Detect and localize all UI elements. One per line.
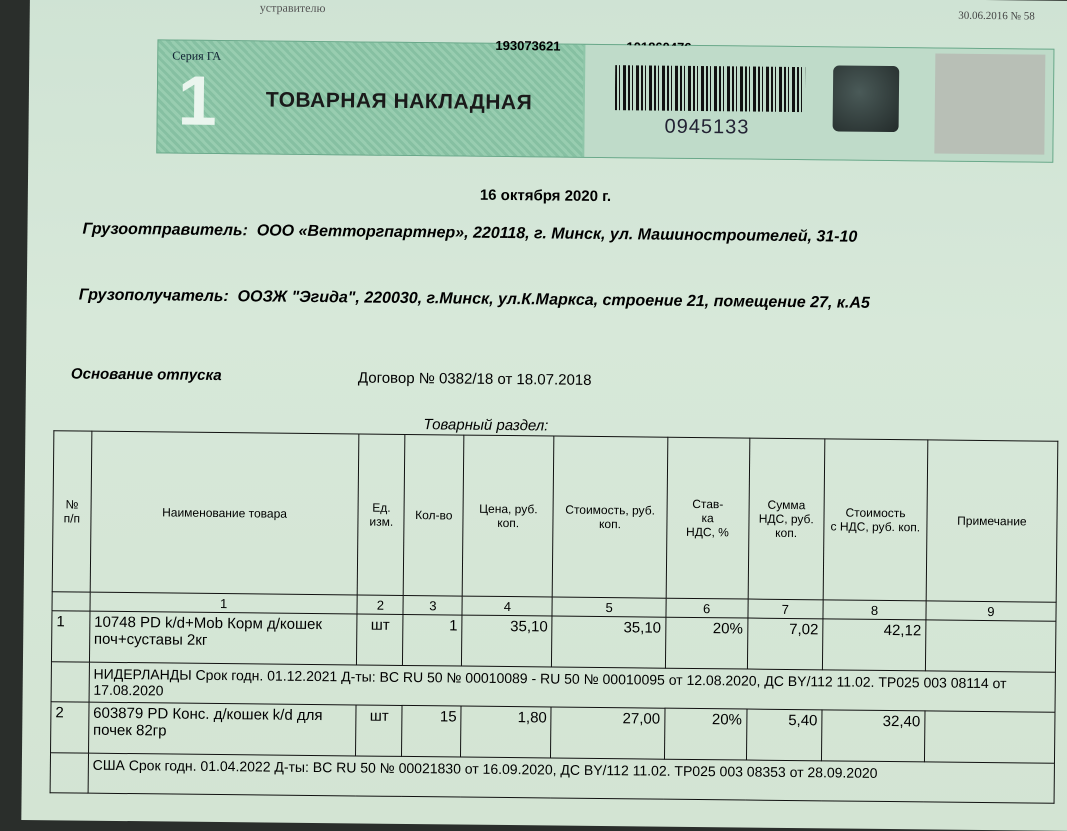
approval-date: 30.06.2016 № 58 xyxy=(958,9,1035,23)
column-number-cell: 8 xyxy=(823,600,926,620)
column-number-cell: 4 xyxy=(462,596,552,616)
vat-sum: 7,02 xyxy=(747,618,823,670)
unp-number-1: 193073621 xyxy=(495,37,561,54)
vat-rate: 20% xyxy=(664,708,746,760)
product-note: НИДЕРЛАНДЫ Срок годн. 01.12.2021 Д-ты: BC RU 50 № 00010089 - RU 50 № 00010095 от 12.08.2020, ДС BY/112 11.02. ТР025 003 08114 от 17.08.2020 xyxy=(89,662,1056,712)
header-cell: Наименование товара xyxy=(90,431,359,595)
header-cell: Стоимость, руб. коп. xyxy=(553,436,668,598)
column-number-cell: 5 xyxy=(552,597,665,617)
quantity: 15 xyxy=(402,705,461,757)
column-number-cell: 6 xyxy=(666,598,748,618)
note-spacer xyxy=(50,753,88,793)
row-number: 2 xyxy=(51,702,89,753)
header-right-panel xyxy=(584,45,1053,162)
quantity: 1 xyxy=(403,614,462,666)
basis-value: Договор № 0382/18 от 18.07.2018 xyxy=(357,369,592,389)
consignee-value: ООЗЖ "Эгида", 220030, г.Минск, ул.К.Маркса, строение 21, помещение 27, к.А5 xyxy=(237,288,870,312)
hologram-icon xyxy=(833,65,900,132)
series-label: Серия ГА xyxy=(172,48,222,64)
column-number-cell xyxy=(52,592,90,611)
header-cell: Став- ка НДС, % xyxy=(666,437,750,599)
cost: 35,10 xyxy=(552,616,666,668)
goods-section-label: Товарный раздел: xyxy=(423,416,549,435)
header-cell: Кол-во xyxy=(404,434,464,596)
header-cell: Стоимость с НДС, руб. коп. xyxy=(823,439,927,601)
vat-sum: 5,40 xyxy=(746,709,822,761)
header-cell: Цена, руб. коп. xyxy=(462,435,554,597)
security-stamp-area xyxy=(934,53,1045,154)
total-with-vat: 32,40 xyxy=(822,710,925,762)
column-number-cell: 2 xyxy=(357,595,403,614)
form-header xyxy=(156,39,1054,162)
row-number: 1 xyxy=(51,611,89,662)
consignee-label: Грузополучатель: xyxy=(78,286,229,306)
product-name: 603879 PD Конс. д/кошек k/d для почек 82гр xyxy=(88,702,356,756)
table-header-row xyxy=(52,431,1058,603)
remark xyxy=(925,620,1056,672)
document-date: 16 октября 2020 г. xyxy=(479,186,612,206)
column-number-cell: 3 xyxy=(403,595,462,615)
total-with-vat: 42,12 xyxy=(822,619,925,671)
form-number: 0945133 xyxy=(664,115,750,139)
copy-number: 1 xyxy=(177,61,218,140)
remark xyxy=(924,711,1055,763)
column-number-cell: 7 xyxy=(747,599,823,619)
unit: шт xyxy=(357,614,404,665)
shipper-label: Грузоотправитель: xyxy=(82,220,248,240)
product-name: 10748 PD k/d+Mob Корм д/кошек поч+суставы 2кг xyxy=(89,611,357,665)
goods-table xyxy=(50,430,1059,804)
basis-label: Основание отпуска xyxy=(70,365,222,385)
header-cell: Ед. изм. xyxy=(357,434,405,595)
product-note: США Срок годн. 01.04.2022 Д-ты: BC RU 50 № 00021830 от 16.09.2020, ДС BY/112 11.02. ТР025 003 08353 от 28.09.2020 xyxy=(88,753,1055,803)
waybill-document xyxy=(21,0,1067,831)
cost: 27,00 xyxy=(551,707,665,759)
note-spacer xyxy=(51,662,89,702)
price: 1,80 xyxy=(461,706,552,758)
consignee-line xyxy=(79,287,870,313)
unit: шт xyxy=(356,705,403,756)
column-number-cell: 9 xyxy=(926,601,1056,621)
header-cell: № п/п xyxy=(52,431,91,592)
column-number-cell: 1 xyxy=(90,592,358,614)
header-cell: Сумма НДС, руб. коп. xyxy=(748,438,825,600)
document-title: ТОВАРНАЯ НАКЛАДНАЯ xyxy=(265,88,533,115)
vat-rate: 20% xyxy=(665,617,747,669)
top-faint-text: устравителю xyxy=(259,0,326,16)
price: 35,10 xyxy=(462,615,553,667)
barcode-icon xyxy=(615,65,805,112)
shipper-line xyxy=(82,221,857,247)
header-cell: Примечание xyxy=(926,440,1058,602)
shipper-value: ООО «Ветторгпартнер», 220118, г. Минск, ул. Машиностроителей, 31-10 xyxy=(256,222,858,246)
